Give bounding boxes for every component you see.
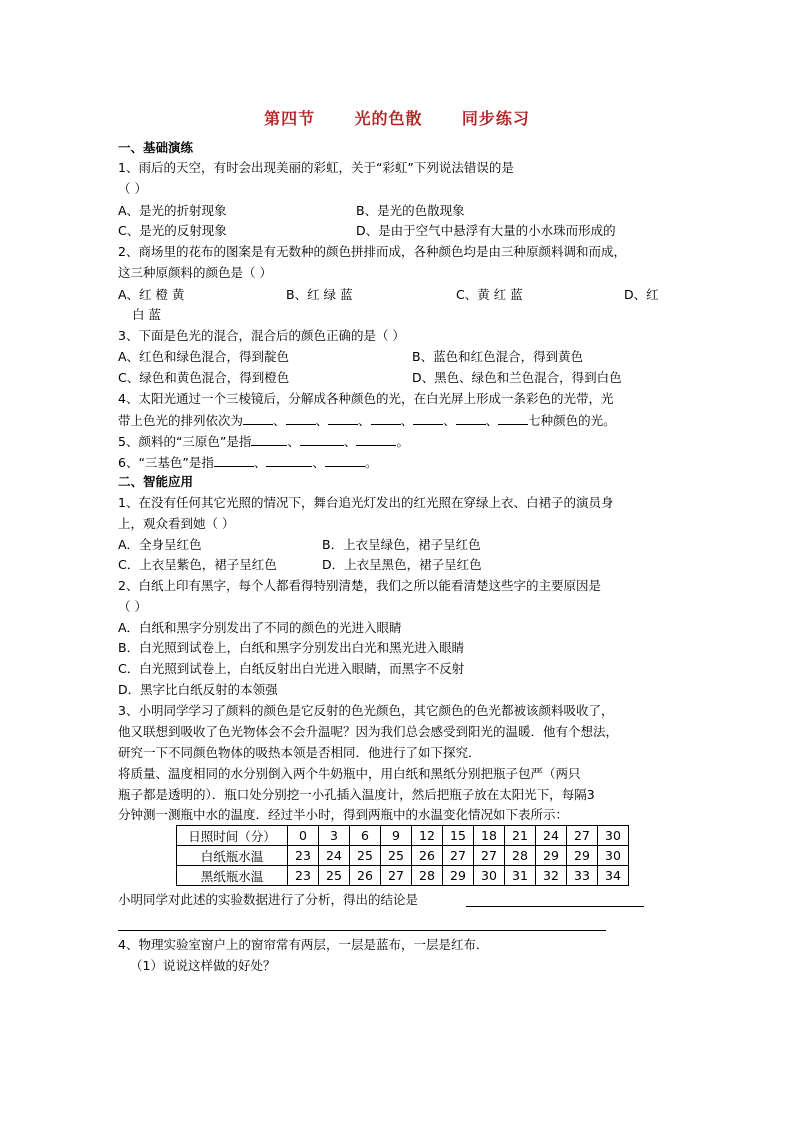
table-cell: 27 [567, 826, 598, 846]
table-cell: 32 [536, 866, 567, 886]
q1-option-d: D、是由于空气中悬浮有大量的小水珠而形成的 [356, 223, 616, 238]
s2-q1-option-c: C．上衣呈紫色，裙子呈红色 [118, 557, 277, 572]
q3-option-d: D、黑色、绿色和兰色混合，得到白色 [412, 370, 622, 385]
section-heading-basic: 一、基础演练 [118, 140, 194, 155]
q4-stem-cont: 带上色光的排列依次为 、 、 、 、 、 、 七种颜色的光。 [118, 410, 616, 431]
s2-q2-option-c: C．白光照到试卷上，白纸反射出白光进入眼睛，而黑字不反射 [118, 661, 465, 676]
q2-option-b: B、红 绿 蓝 [286, 287, 353, 302]
table-cell: 31 [505, 866, 536, 886]
s2-q3-line2: 他又联想到吸收了色光物体会不会升温呢？因为我们总会感受到阳光的温暖．他有个想法， [118, 724, 619, 739]
table-cell: 30 [598, 826, 629, 846]
q4-blank-1[interactable] [243, 410, 273, 425]
q2-option-c: C、黄 红 蓝 [456, 287, 523, 302]
water-temperature-table [176, 825, 629, 886]
table-cell: 27 [474, 846, 505, 866]
table-cell: 29 [443, 866, 474, 886]
s2-q4-stem: 4、物理实验室窗户上的窗帘常有两层，一层是蓝布，一层是红布． [118, 937, 489, 952]
q6-blank-1[interactable] [214, 452, 254, 467]
q6-prefix: 6、“三基色”是指 [118, 455, 214, 470]
q3-option-a: A、红色和绿色混合，得到靛色 [118, 349, 290, 364]
q4-stem: 4、太阳光通过一个三棱镜后，分解成各种颜色的光，在白光屏上形成一条彩色的光带，光 [118, 391, 614, 406]
s2-q1-option-b: B．上衣呈绿色，裙子呈红色 [322, 537, 481, 552]
table-cell: 27 [443, 846, 474, 866]
table-cell: 25 [350, 846, 381, 866]
q5-blank-3[interactable] [356, 431, 396, 446]
table-cell: 21 [505, 826, 536, 846]
table-row-label: 黑纸瓶水温 [177, 866, 288, 886]
table-row [177, 846, 629, 866]
s2-q2-option-d: D．黑字比白纸反射的本领强 [118, 682, 278, 697]
q1-stem-cont: （ ） [118, 181, 147, 196]
q3-option-c: C、绿色和黄色混合，得到橙色 [118, 370, 290, 385]
page-title: 第四节 光的色散 同步练习 [264, 109, 530, 128]
table-header-cell: 日照时间（分） [177, 826, 288, 846]
s2-q4-sub1: （1）说说这样做的好处？ [130, 958, 276, 973]
q4-blank-7[interactable] [498, 410, 528, 425]
q2-option-d: D、红 [624, 287, 659, 302]
table-cell: 23 [288, 866, 319, 886]
table-cell: 15 [443, 826, 474, 846]
table-cell: 30 [598, 846, 629, 866]
s2-q1-stem: 1、在没有任何其它光照的情况下，舞台追光灯发出的红光照在穿绿上衣、白裙子的演员身 [118, 495, 614, 510]
q4-blank-5[interactable] [413, 410, 443, 425]
s2-q3-line5: 瓶子都是透明的）．瓶口处分别挖一小孔插入温度计，然后把瓶子放在太阳光下，每隔3 [118, 787, 595, 802]
table-row-label: 白纸瓶水温 [177, 846, 288, 866]
q5-blank-1[interactable] [251, 431, 287, 446]
table-cell: 33 [567, 866, 598, 886]
s2-q3-conclusion: 小明同学对此述的实验数据进行了分析，得出的结论是 [118, 892, 419, 907]
s2-q2-option-a: A．白纸和黑字分别发出了不同的颜色的光进入眼睛 [118, 620, 402, 635]
s2-q1-stem-cont: 上，观众看到她（ ） [118, 516, 235, 531]
conclusion-answer-line-1[interactable] [466, 905, 644, 907]
q4-blank-4[interactable] [371, 410, 401, 425]
table-cell: 0 [288, 826, 319, 846]
table-row [177, 826, 629, 846]
q2-stem-cont: 这三种原颜料的颜色是（ ） [118, 265, 272, 280]
q5: 5、颜料的“三原色”是指 、 、 。 [118, 431, 409, 452]
q1-stem: 1、雨后的天空，有时会出现美丽的彩虹，关于“彩虹”下列说法错误的是 [118, 160, 514, 175]
s2-q2-stem: 2、白纸上印有黑字，每个人都看得特别清楚，我们之所以能看清楚这些字的主要原因是 [118, 578, 601, 593]
s2-q3-line4: 将质量、温度相同的水分别倒入两个牛奶瓶中，用白纸和黑纸分别把瓶子包严（两只 [118, 766, 581, 781]
s2-q2-stem-cont: （ ） [118, 599, 147, 614]
table-cell: 3 [319, 826, 350, 846]
q6-blank-3[interactable] [325, 452, 365, 467]
s2-q3-line3: 研究一下不同颜色物体的吸热本领是否相同．他进行了如下探究． [118, 745, 481, 760]
q6-blank-2[interactable] [266, 452, 312, 467]
table-cell: 12 [412, 826, 443, 846]
table-cell: 6 [350, 826, 381, 846]
q4-prefix: 带上色光的排列依次为 [118, 413, 244, 428]
s2-q3-line6: 分钟测一测瓶中水的温度．经过半小时，得到两瓶中的水温变化情况如下表所示： [118, 807, 569, 822]
s2-q1-option-a: A．全身呈红色 [118, 537, 202, 552]
q2-option-d-cont: 白 蓝 [132, 307, 161, 322]
table-cell: 27 [381, 866, 412, 886]
s2-q1-option-d: D．上衣呈黑色，裙子呈红色 [322, 557, 482, 572]
table-cell: 30 [474, 866, 505, 886]
table-cell: 23 [288, 846, 319, 866]
q6-suffix: 。 [364, 455, 378, 470]
q5-suffix: 。 [396, 434, 409, 449]
q3-option-b: B、蓝色和红色混合，得到黄色 [412, 349, 584, 364]
table-cell: 25 [381, 846, 412, 866]
q5-blank-2[interactable] [300, 431, 344, 446]
table-cell: 29 [536, 846, 567, 866]
q2-option-a: A、红 橙 黄 [118, 287, 185, 302]
q1-option-b: B、是光的色散现象 [356, 203, 465, 218]
q4-suffix: 七种颜色的光。 [528, 413, 616, 428]
table-cell: 18 [474, 826, 505, 846]
s2-q2-option-b: B．白光照到试卷上，白纸和黑字分别发出白光和黑光进入眼睛 [118, 640, 465, 655]
table-cell: 25 [319, 866, 350, 886]
table-cell: 26 [350, 866, 381, 886]
table-cell: 28 [412, 866, 443, 886]
table-row [177, 866, 629, 886]
table-cell: 34 [598, 866, 629, 886]
q6: 6、“三基色”是指 、 、 。 [118, 452, 377, 473]
q1-option-a: A、是光的折射现象 [118, 203, 227, 218]
q3-stem: 3、下面是色光的混合，混合后的颜色正确的是（ ） [118, 328, 405, 343]
table-cell: 29 [567, 846, 598, 866]
s2-q3-line1: 3、小明同学学习了颜料的颜色是它反射的色光颜色，其它颜色的色光都被该颜料吸收了， [118, 703, 614, 718]
table-cell: 28 [505, 846, 536, 866]
section-heading-applied: 二、智能应用 [118, 474, 194, 489]
q4-blank-2[interactable] [286, 410, 316, 425]
q4-blank-3[interactable] [328, 410, 358, 425]
table-cell: 24 [319, 846, 350, 866]
q5-prefix: 5、颜料的“三原色”是指 [118, 434, 252, 449]
q2-stem: 2、商场里的花布的图案是有无数种的颜色拼排而成，各种颜色均是由三种原颜料调和而成， [118, 244, 626, 259]
q4-blank-6[interactable] [456, 410, 486, 425]
table-cell: 9 [381, 826, 412, 846]
table-cell: 24 [536, 826, 567, 846]
table-cell: 26 [412, 846, 443, 866]
conclusion-answer-line-2[interactable] [118, 929, 606, 931]
q1-option-c: C、是光的反射现象 [118, 223, 227, 238]
